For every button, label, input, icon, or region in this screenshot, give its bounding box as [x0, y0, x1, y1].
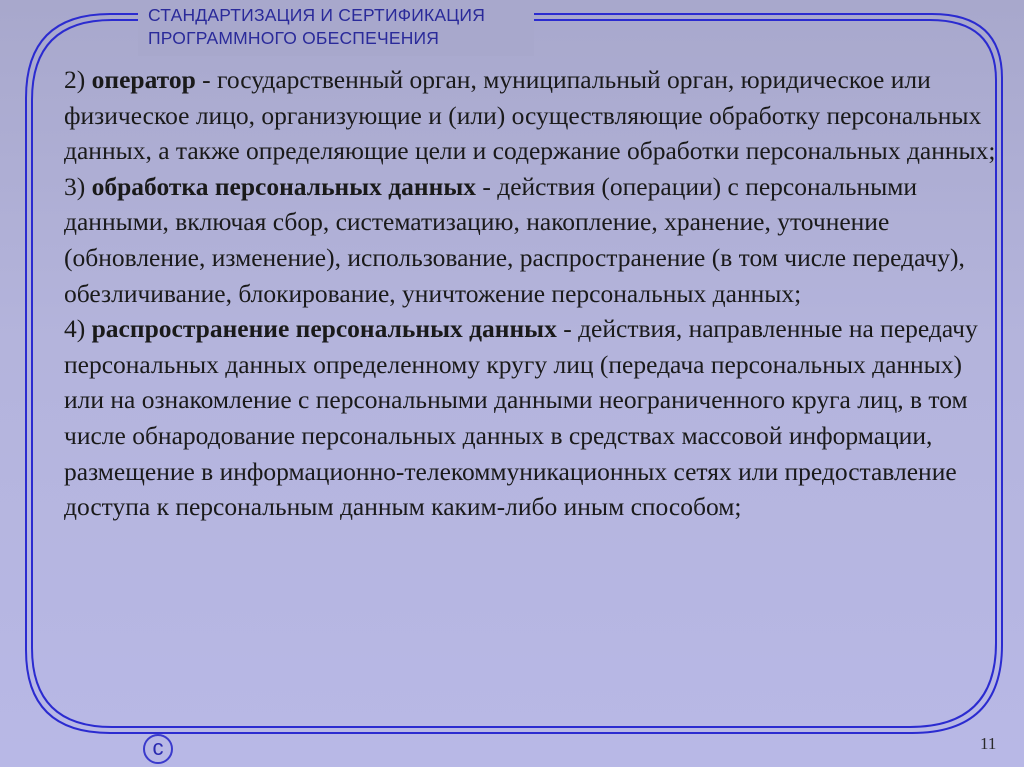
- copyright-icon: c: [143, 734, 173, 764]
- definition-text: - действия, направленные на передачу персональных данных определенному кругу лиц (передача персональных данных) или на ознакомление с персональными данными неограниченного круга лиц, в том числе обнародование персональных данных в средствах массовой информации, размещение в информационно-телекоммуникационных сетях или предоставление доступа к персональным данным каким-либо иным способом;: [64, 314, 978, 522]
- header-title-line-1: СТАНДАРТИЗАЦИЯ И СЕРТИФИКАЦИЯ: [148, 5, 486, 25]
- paragraph-number: 3): [64, 171, 86, 201]
- definition-paragraph-operator: [64, 62, 1004, 169]
- definition-text: - государственный орган, муниципальный орган, юридическое или физическое лицо, организующие и (или) осуществляющие обработку персональных данных, а также определяющие цели и содержание обработки персональных данных;: [64, 65, 996, 166]
- paragraph-number: 2): [64, 65, 86, 94]
- paragraph-number: 4): [64, 314, 86, 344]
- definition-term: распространение персональных данных: [91, 314, 557, 344]
- slide-header: [138, 0, 534, 56]
- header-title-line-2: ПРОГРАММНОГО ОБЕСПЕЧЕНИЯ: [148, 28, 440, 48]
- definition-paragraph-processing: [64, 169, 1004, 311]
- definition-term: обработка персональных данных: [91, 171, 476, 201]
- page-number: 11: [980, 734, 997, 753]
- slide-body: [64, 62, 1004, 525]
- definition-text: - действия (операции) с персональными данными, включая сбор, систематизацию, накопление, хранение, уточнение (обновление, изменение), использование, распространение (в том числе передачу), обезличивание, блокирование, уничтожение персональных данных;: [64, 171, 965, 308]
- definition-term: оператор: [91, 65, 196, 94]
- definition-paragraph-distribution: [64, 311, 1004, 525]
